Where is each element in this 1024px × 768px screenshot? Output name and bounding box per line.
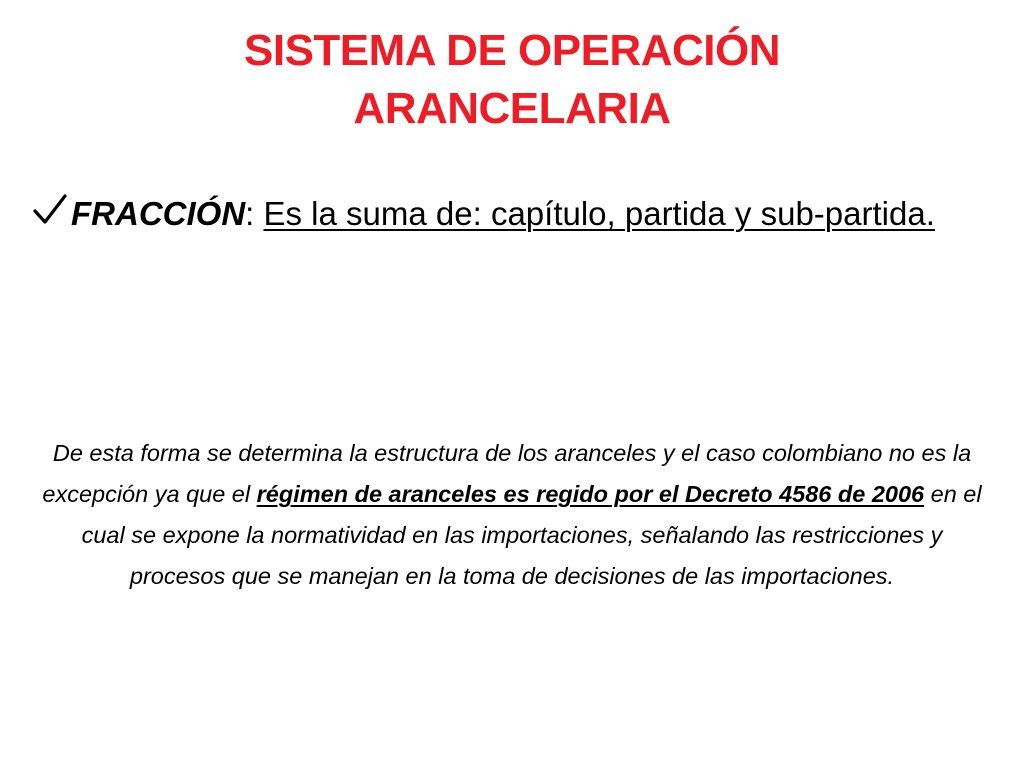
paragraph-text-2: en el cual se expone la normatividad en las importaciones, señalando las restricciones y procesos que se manejan en la toma de decisiones de las importaciones.: [81, 481, 982, 589]
paragraph-text-1: De esta forma se determina la estructura de los aranceles y el caso colombiano no es la excepción ya que el: [42, 440, 972, 507]
bullet-text: [71, 190, 992, 238]
slide-title-line-2: ARANCELARIA: [353, 84, 671, 133]
slide-title-line-1: SISTEMA DE OPERACIÓN: [244, 26, 780, 75]
paragraph-emphasis: régimen de aranceles es regido por el Decreto 4586 de 2006: [256, 481, 925, 507]
body-paragraph: [36, 433, 988, 597]
slide-title: [0, 22, 1024, 138]
bullet-definition: Es la suma de: capítulo, partida y sub-partida.: [263, 195, 935, 232]
bullet-item: [32, 190, 992, 238]
checkmark-icon: [32, 190, 68, 230]
bullet-term: FRACCIÓN: [71, 195, 246, 232]
bullet-separator: :: [245, 195, 264, 232]
